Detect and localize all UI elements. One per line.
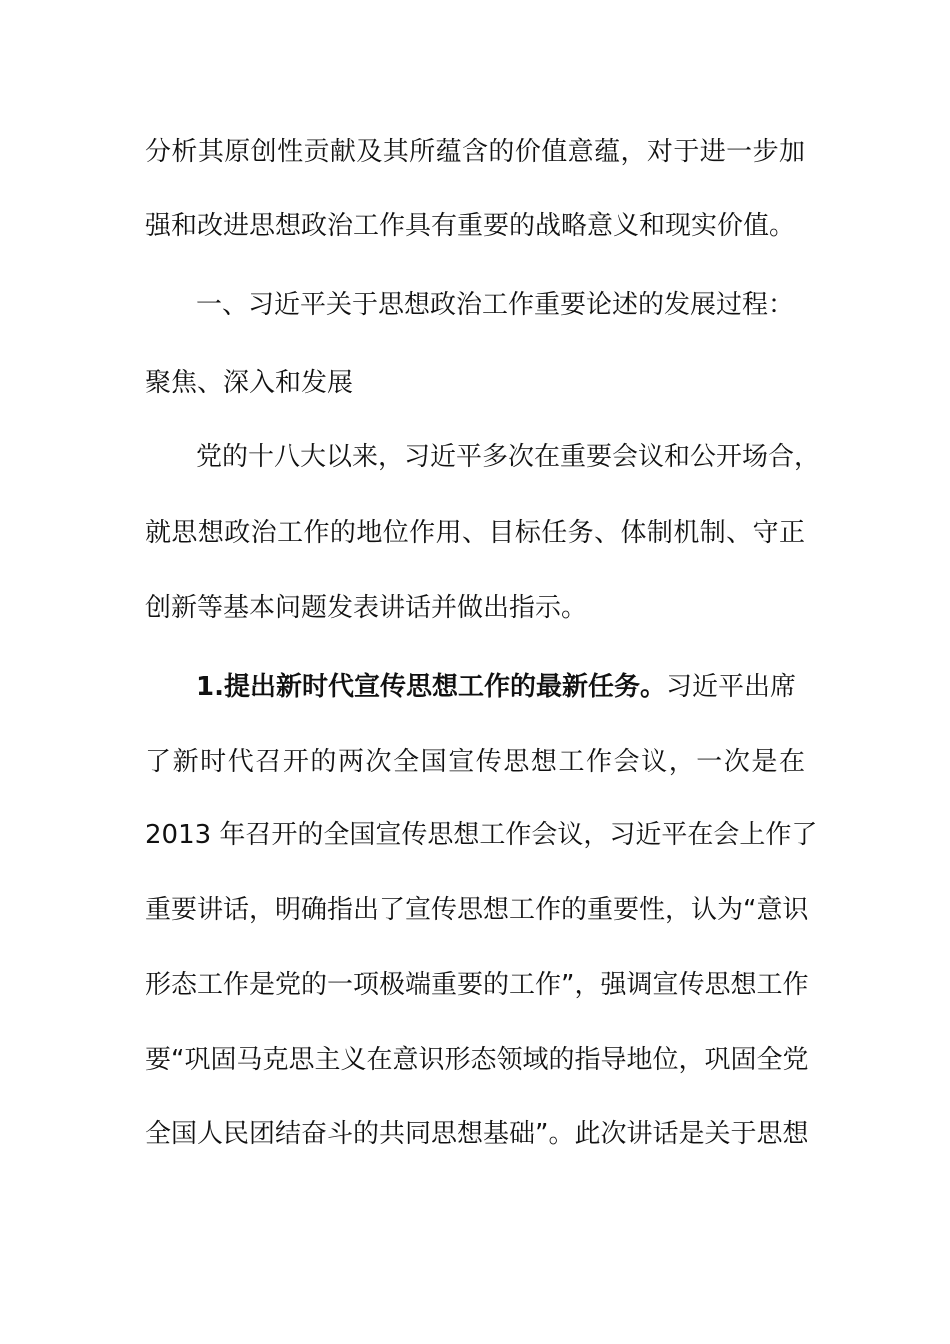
paragraph-line: 强和改进思想政治工作具有重要的战略意义和现实价值。 bbox=[145, 211, 796, 241]
paragraph-line: 分析其原创性贡献及其所蕴含的价值意蕴，对于进一步加 bbox=[145, 137, 805, 167]
numbered-paragraph-line bbox=[196, 670, 796, 704]
paragraph-line: 2013 年召开的全国宣传思想工作会议，习近平在会上作了 bbox=[145, 820, 818, 850]
paragraph-line: 全国人民团结奋斗的共同思想基础”。此次讲话是关于思想 bbox=[145, 1119, 809, 1149]
section-heading: 一、习近平关于思想政治工作重要论述的发展过程： bbox=[196, 290, 795, 320]
paragraph-line: 形态工作是党的一项极端重要的工作”，强调宣传思想工作 bbox=[145, 970, 809, 1000]
paragraph-line: 就思想政治工作的地位作用、目标任务、体制机制、守正 bbox=[145, 518, 805, 548]
paragraph-line: 重要讲话，明确指出了宣传思想工作的重要性，认为“意识 bbox=[145, 895, 809, 925]
paragraph-line: 要“巩固马克思主义在意识形态领域的指导地位，巩固全党 bbox=[145, 1045, 809, 1075]
paragraph-line: 创新等基本问题发表讲话并做出指示。 bbox=[145, 593, 588, 623]
section-heading-continuation: 聚焦、深入和发展 bbox=[145, 368, 354, 398]
paragraph-text: 习近平出席 bbox=[665, 672, 796, 702]
subheading-bold: 1.提出新时代宣传思想工作的最新任务。 bbox=[196, 672, 666, 702]
paragraph-line: 了新时代召开的两次全国宣传思想工作会议，一次是在 bbox=[145, 747, 805, 777]
paragraph-line: 党的十八大以来，习近平多次在重要会议和公开场合， bbox=[196, 442, 821, 472]
